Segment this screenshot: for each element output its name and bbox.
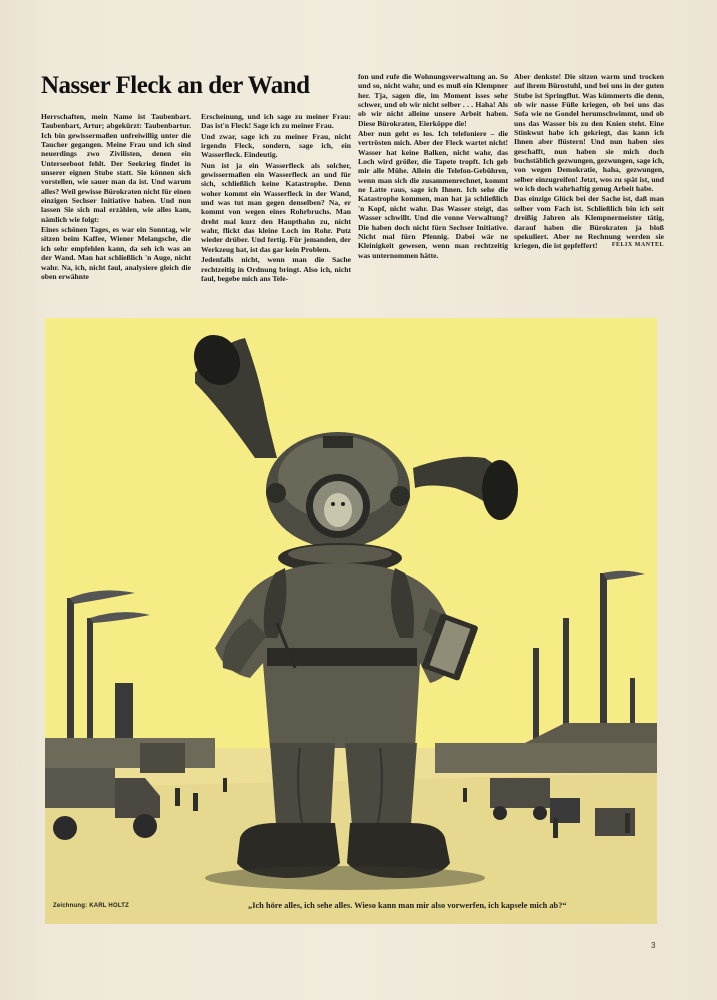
- cartoon-illustration: [45, 318, 657, 924]
- paragraph-text: Das einzige Glück bei der Sache ist, daß man selber vom Fach ist. Schließlich bin ich seit dreißig Jahren als Klempnermeister tätig, darauf haben die Bürokraten ja bloß spekuliert. Aber ne Rechnung werden sie kriegen, die ist gepfeffert!: [514, 194, 664, 251]
- worker-figure: [463, 788, 467, 802]
- author-name: FELIX MANTEL: [611, 242, 664, 249]
- helmet-side-port: [266, 483, 286, 503]
- paragraph: Eines schönen Tages, es war ein Sonntag, wir sitzen beim Kaffee, Wiener Melangsche, die ich sehr empfehlen kann, da seh ich was an der Wand. Man hat schließlich 'n Auge, nicht wahr. Na, ich, nicht faul, analysiere gleich die oben erwähnte: [41, 225, 191, 281]
- truck-right: [490, 778, 550, 808]
- eye: [331, 502, 335, 506]
- article-column-2: [201, 112, 351, 312]
- article-column-1: [41, 112, 191, 312]
- right-horn-bell: [482, 460, 518, 520]
- helmet-valve: [323, 436, 353, 448]
- worker-figure: [175, 788, 180, 806]
- worker-figure: [193, 793, 198, 811]
- paragraph: Erscheinung, und ich sage zu meiner Frau: Das ist'n Fleck! Sage ich zu meiner Frau.: [201, 112, 351, 131]
- article-title: Nasser Fleck an der Wand: [41, 72, 310, 99]
- worker-figure: [223, 778, 227, 792]
- factory-building-right: [435, 743, 657, 773]
- paragraph: fon und rufe die Wohnungsverwaltung an. So und so, nicht wahr, und es muß ein Klempner her. Tja, sagen die, im Moment isses sehr schwer, und ob wir nicht selber . . . Haha! Als ob wir nicht alleine unsere Arbeit haben. Diese Bürokraten, Eierköppe die!: [358, 72, 508, 128]
- truck-wheel: [133, 814, 157, 838]
- helmet-side-port: [390, 486, 410, 506]
- worker-figure: [625, 813, 630, 833]
- paragraph: Jedenfalls nicht, wenn man die Sache rechtzeitig in Ordnung bringt. Also ich, nicht faul, begebe mich ans Tele-: [201, 255, 351, 283]
- paragraph: Und zwar, sage ich zu meiner Frau, nicht irgendn Fleck, sondern, sage ich, ein Wasserfleck. Eindeutig.: [201, 131, 351, 160]
- article-column-4: [514, 72, 664, 302]
- paragraph: Aber denkste! Die sitzen warm und trocken auf ihrem Bürostuhl, und bei uns in der guten Stube ist Springflut. Was kümmerts die denn, ob wir nasse Füße kriegen, ob bei uns das Sofa wie ne Gondel herumschwimmt, und ob uns das Wasser bis zu den Knien steht. Eine Stinkwut habe ich gekriegt, das kann ich Ihnen aber flüstern! Und nun haben sies geschafft, nun haben sie mich doch buchstäblich gezwungen, gezwungen, sage ich, von wegen Demokratie, haha, gezwungen, selber einzugreifen! Jetzt, wos zu spät ist, und wo ich doch wahrhaftig genug Arbeit habe.: [514, 72, 664, 194]
- collar-ring: [288, 545, 392, 563]
- shed-left: [140, 743, 185, 773]
- article-column-3: [358, 72, 508, 302]
- diver-cartoon-drawing: [45, 318, 657, 924]
- eye: [341, 502, 345, 506]
- page-number: 3: [651, 941, 656, 950]
- paragraph: Herrschaften, mein Name ist Taubenbart. Taubenbart, Artur; abgekürzt: Taubenbartur. Ich bin gewissermaßen unfreiwillig unter die Taucher gegangen. Meine Frau und ich sind neuerdings zwo Zivilisten, denen ein Unterseeboot fehlt. Der Seekrieg findet in unserer eignen Stube statt. Sie können sich vorstellen, wie sauer man da ist. Und warum alles? Weil gewisse Bürokraten nicht für einen einzigen Sechser Initiative haben. Und nun lassen Sie sich mal erzählen, wie alles kam, nämlich wie folgt:: [41, 112, 191, 224]
- worker-figure: [553, 818, 558, 838]
- truck-wheel: [533, 806, 547, 820]
- factory-building-left: [45, 738, 215, 768]
- paragraph: Nun ist ja ein Wasserfleck als solcher, gewissermaßen ein Wasserfleck an und für sich, schließlich keine Katastrophe. Denn woher kommt ein Wasserfleck in der Wand, und was tut man gegen denselben? Na, er kommt von wegen eines Rohrbruchs. Man dreht mal kurz den Haupthahn zu, nicht wahr, flickt das kleine Loch im Rohr. Putz wieder drüber. Und fertig. Für jemanden, der Werkzeug hat, ist das gar kein Problem.: [201, 160, 351, 254]
- face: [324, 493, 352, 527]
- illustration-credit: Zeichnung: KARL HOLTZ: [53, 903, 129, 909]
- truck-wheel: [53, 816, 77, 840]
- chimney-left-2: [87, 618, 93, 758]
- truck-wheel: [493, 806, 507, 820]
- illustration-caption: „Ich höre alles, ich sehe alles. Wieso kann man mir also vorwerfen, ich kapsele mich ab?“: [248, 901, 567, 910]
- truck-body: [45, 768, 115, 808]
- chimney-left-1: [67, 598, 74, 758]
- paragraph: [514, 194, 664, 250]
- paragraph: Aber nun geht es los. Ich telefoniere – die vertrösten mich. Aber der Fleck wartet nicht! Wasser hat keine Balken, nicht wahr, das Loch wird größer, die Tapete tropft. Ich geb mir alle Mühe. Allein die Telefon-Gebühren, wenn man sich die zusammenrechnet, kommt ne Latte raus, sage ich Ihnen. Ich sehe die Katastrophe kommen, man hat ja schließlich 'n Kopf, nicht wahr. Das Wasser steigt, das Wasser schwillt. Und die vonne Verwaltung? Die haben doch nicht fürn Sechser Initiative. Nicht mal fürn Pfennig. Dabei wär ne Kleinigkeit gewesen, wenn man rechtzeitig was unternommen hätte.: [358, 129, 508, 260]
- diver-shadow: [205, 866, 485, 890]
